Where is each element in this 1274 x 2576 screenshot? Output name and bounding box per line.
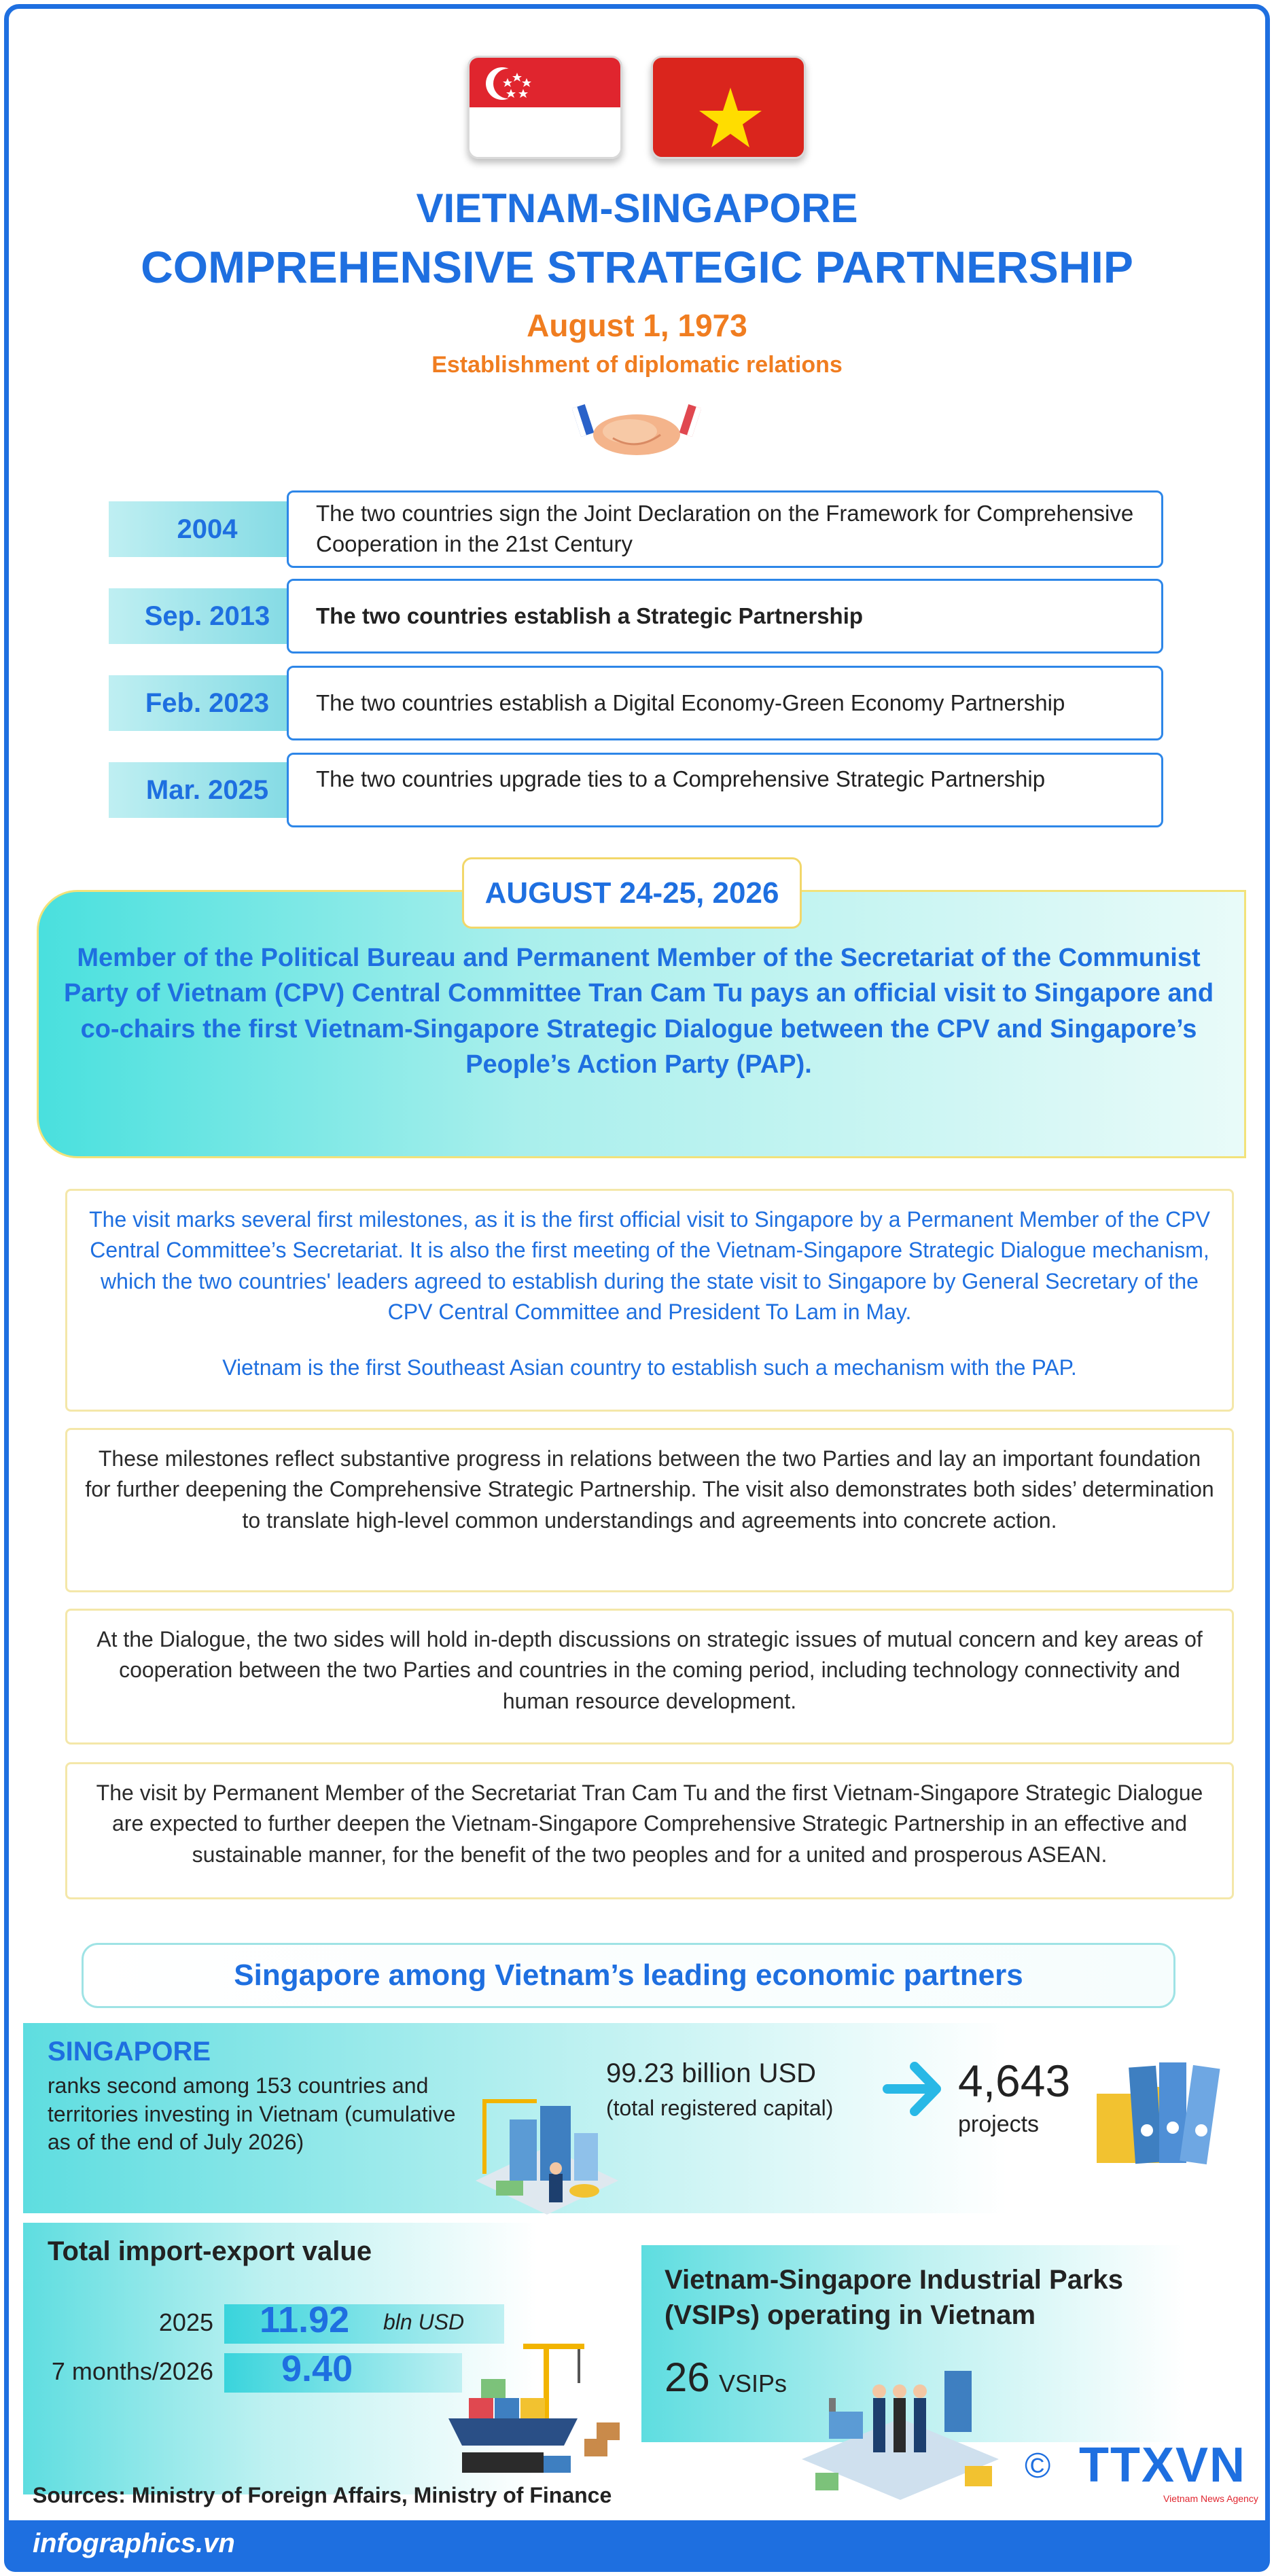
projects-caption: projects [958,2111,1040,2137]
event-note-progress: These milestones reflect substantive progress in relations between the two Parties and lay an important foundation for further deepening the Comprehensive Strategic Partnership. The visit also demonstrates both sides’ determination to translate high-level common understandings and agreements into concrete action. [65,1428,1234,1592]
footer-site[interactable]: infographics.vn [33,2528,235,2558]
timeline-year-2013: Sep. 2013 [109,588,306,644]
copyright-symbol: © [1025,2446,1051,2486]
title-line-2: COMPREHENSIVE STRATEGIC PARTNERSHIP [141,242,1133,292]
handshake-icon [572,397,701,469]
establishment-caption: Establishment of diplomatic relations [431,352,843,378]
trade-title: Total import-export value [48,2236,372,2266]
trade-value-2025: 11.92 [260,2300,350,2340]
event-note-milestones [65,1189,1234,1412]
singapore-label: SINGAPORE [48,2037,211,2067]
event-note-expectations: The visit by Permanent Member of the Secretariat Tran Cam Tu and the first Vietnam-Singapore Strategic Dialogue are expected to further deepen the Vietnam-Singapore Comprehensive Strategic Partnership in an effective and sustainable manner, for the benefit of the two peoples and for a united and prosperous ASEAN. [65,1762,1234,1899]
event-headline: Member of the Political Bureau and Permanent Member of the Secretariat of the Communist Party of Vietnam (CPV) Central Committee Tran Cam Tu pays an official visit to Singapore and co-chairs the first Vietnam-Singapore Strategic Dialogue between the CPV and Singapore’s People’s Action Party (PAP). [63,944,1214,1079]
timeline-text: The two countries establish a Strategic Partnership [316,603,864,628]
trade-unit: bln USD [383,2310,465,2334]
timeline-text: The two countries upgrade ties to a Comprehensive Strategic Partnership [316,766,1046,791]
industrial-park-icon [788,2357,1012,2510]
economy-section-title: Singapore among Vietnam’s leading economic partners [82,1943,1175,2008]
note-paragraph: Vietnam is the first Southeast Asian country to establish such a mechanism with the PAP. [222,1355,1077,1380]
timeline-event-2013 [287,579,1163,654]
timeline-text: The two countries establish a Digital Economy-Green Economy Partnership [316,690,1065,715]
capital-caption: (total registered capital) [606,2096,834,2120]
city-investment-icon [469,2099,625,2225]
timeline-year-2023: Feb. 2023 [109,675,306,731]
ttxvn-logo: TTXVN [1079,2438,1247,2492]
event-note-dialogue: At the Dialogue, the two sides will hold in-depth discussions on strategic issues of mutual concern and key areas of cooperation between the two Parties and countries in the coming period, including technology connectivity and human resource development. [65,1609,1234,1745]
note-paragraph: The visit marks several first milestones, as it is the first official visit to Singapore by a Permanent Member of the CPV Central Committee’s Secretariat. It is also the first meeting of the Vietnam-Singapore Strategic Dialogue mechanism, which the two countries' leaders agreed to establish during the state visit to Singapore by General Secretary of the CPV Central Committee and President To Lam in May. [89,1207,1210,1325]
trade-label-2026: 7 months/2026 [51,2357,213,2385]
ttxvn-logo-caption: Vietnam News Agency [1163,2493,1258,2504]
binders-icon [1091,2046,1248,2172]
capital-value: 99.23 billion USD [606,2058,817,2088]
singapore-flag-icon [467,56,622,159]
timeline-event-2025 [287,753,1163,827]
singapore-rank-desc: ranks second among 153 countries and territories investing in Vietnam (cumulative as of the end of July 2026) [48,2073,456,2155]
timeline-year-2025: Mar. 2025 [109,762,306,818]
timeline-event-2004 [287,490,1163,568]
vietnam-flag-icon [651,56,806,159]
timeline-year-2004: 2004 [109,501,306,557]
arrow-right-icon [882,2058,944,2123]
event-date: AUGUST 24-25, 2026 [462,857,802,929]
sources-note: Sources: Ministry of Foreign Affairs, Ministry of Finance [33,2483,612,2507]
trade-value-2026: 9.40 [281,2348,353,2389]
shipping-port-icon [442,2337,625,2483]
vsip-title: Vietnam-Singapore Industrial Parks (VSIPs) operating in Vietnam [665,2265,1124,2330]
projects-value: 4,643 [958,2056,1071,2106]
trade-label-2025: 2025 [158,2308,213,2336]
vsip-value: 26 [665,2355,710,2400]
timeline-event-2023 [287,666,1163,740]
vsip-unit: VSIPs [719,2369,788,2397]
establishment-date: August 1, 1973 [527,308,747,343]
title-line-1: VIETNAM-SINGAPORE [416,185,858,231]
timeline-text: The two countries sign the Joint Declaration on the Framework for Comprehensive Cooperation in the 21st Century [316,501,1134,556]
